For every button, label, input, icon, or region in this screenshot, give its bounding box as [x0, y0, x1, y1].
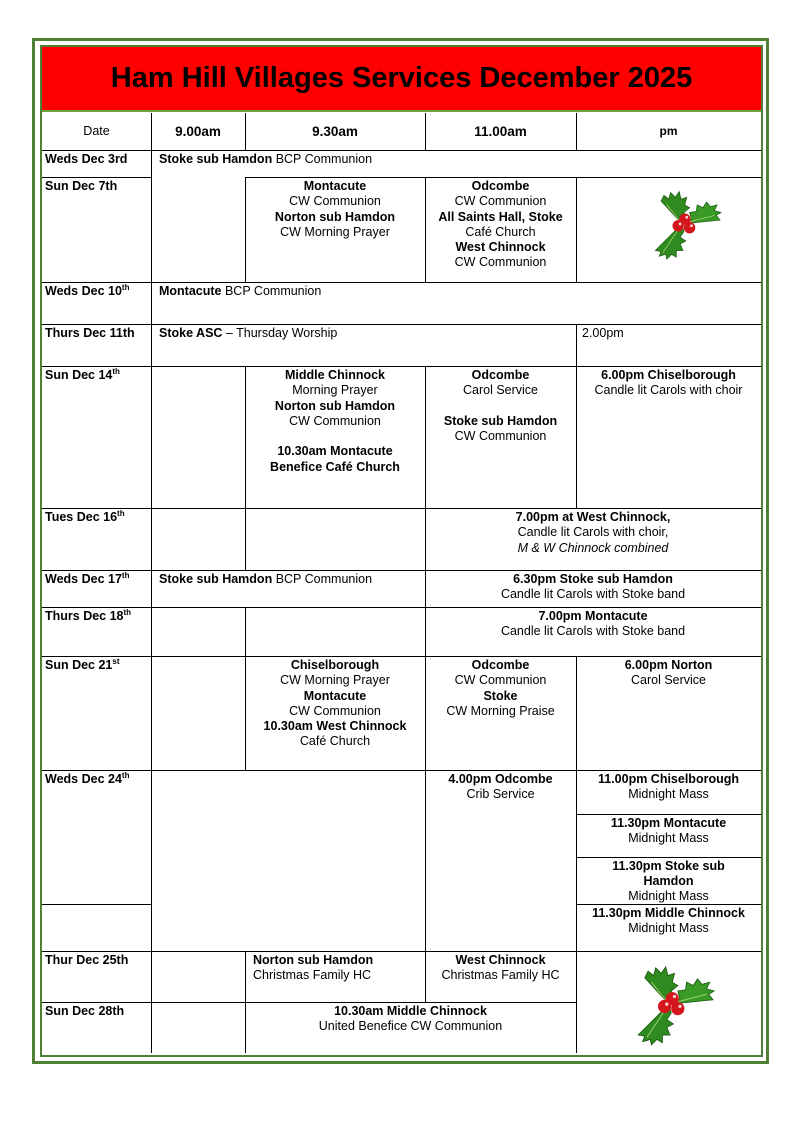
- date-cell: [42, 770, 151, 904]
- date-label: Thur Dec 25th: [45, 953, 129, 967]
- date-label: Weds Dec 17: [45, 572, 122, 586]
- service-name: – Thursday Worship: [222, 326, 338, 340]
- header-label: 11.00am: [474, 123, 527, 139]
- table-rule: [42, 951, 151, 952]
- place-name: Stoke sub Hamdon: [159, 572, 273, 586]
- header-col-pm: [576, 113, 761, 150]
- header-label: Date: [83, 123, 110, 138]
- service-line: Midnight Mass: [628, 787, 709, 802]
- table-rule: [42, 150, 761, 151]
- service-line: CW Communion: [289, 194, 381, 209]
- table-rule: [245, 656, 246, 770]
- service-line: Midnight Mass: [628, 921, 709, 936]
- table-rule: [42, 177, 151, 178]
- row-dec24-pm-slot: [576, 904, 761, 951]
- date-ordinal: th: [112, 366, 120, 376]
- row-dec10-service: [156, 282, 761, 324]
- header-label: pm: [659, 123, 678, 138]
- header-col-1100: [425, 113, 576, 150]
- table-rule: [245, 607, 246, 656]
- table-rule: [245, 508, 246, 570]
- service-line: Midnight Mass: [628, 831, 709, 846]
- table-rule: [42, 656, 761, 657]
- service-line: 10.30am Montacute: [277, 444, 393, 459]
- service-line: Carol Service: [462, 383, 539, 398]
- service-line: Candle lit Carols with choir,: [517, 525, 669, 540]
- service-line: CW Morning Prayer: [280, 673, 390, 688]
- page-title: Ham Hill Villages Services December 2025: [42, 47, 761, 112]
- service-name: BCP Communion: [221, 284, 322, 298]
- date-label: Sun Dec 21: [45, 658, 113, 672]
- table-rule: [425, 951, 426, 1002]
- service-line: 10.30am West Chinnock: [263, 719, 407, 734]
- service-line: Candle lit Carols with choir: [594, 383, 743, 398]
- date-ordinal: th: [117, 508, 125, 518]
- table-rule: [42, 770, 761, 771]
- table-rule: [576, 857, 761, 858]
- row-dec7-1100: [425, 177, 576, 282]
- row-dec24-pm-slot: [576, 770, 761, 814]
- service-line: 6.00pm Chiselborough: [601, 368, 736, 382]
- date-cell: [42, 324, 151, 366]
- date-label: Sun Dec 28th: [45, 1004, 125, 1018]
- table-rule: [425, 770, 426, 951]
- service-line: West Chinnock: [455, 240, 546, 255]
- header-label: 9.00am: [175, 123, 221, 139]
- service-line: CW Communion: [289, 413, 381, 428]
- date-label: Weds Dec 3rd: [45, 152, 128, 166]
- service-line: Candle lit Carols with Stoke band: [500, 624, 686, 639]
- table-rule: [245, 951, 761, 952]
- table-rule: [425, 508, 426, 570]
- table-rule: [42, 508, 761, 509]
- service-line: CW Communion: [454, 255, 547, 270]
- service-line: 6.30pm Stoke sub Hamdon: [513, 572, 673, 586]
- table-rule: [576, 177, 577, 282]
- service-line: CW Morning Praise: [446, 703, 555, 718]
- table-rule: [576, 324, 577, 366]
- service-line: 7.00pm Montacute: [538, 609, 648, 623]
- service-line: Odcombe: [471, 179, 530, 193]
- place-name: Montacute: [159, 284, 222, 298]
- row-dec25-1100: [425, 951, 576, 1002]
- service-line: 10.30am Middle Chinnock: [334, 1004, 487, 1018]
- time-label: 2.00pm: [582, 326, 624, 340]
- date-cell: [42, 508, 151, 570]
- service-line: Café Church: [465, 224, 536, 239]
- service-line: Hamdon: [643, 874, 694, 888]
- service-line: Norton sub Hamdon: [253, 953, 374, 967]
- table-rule: [42, 904, 151, 905]
- date-cell: [42, 607, 151, 656]
- service-line: [248, 429, 422, 444]
- date-cell: [42, 656, 151, 770]
- service-line: Candle lit Carols with Stoke band: [500, 587, 686, 602]
- table-rule: [576, 113, 577, 150]
- holly-icon: [628, 184, 736, 260]
- date-cell: [42, 177, 151, 282]
- header-label: 9.30am: [312, 123, 358, 139]
- table-rule: [245, 366, 246, 508]
- table-rule: [245, 951, 246, 1053]
- table-rule: [425, 607, 426, 656]
- service-line: 11.30pm Montacute: [610, 816, 727, 830]
- row-dec14-930: [245, 366, 425, 508]
- date-ordinal: th: [121, 570, 130, 580]
- date-ordinal: st: [112, 656, 120, 666]
- service-line: 11.30pm Stoke sub: [612, 859, 725, 873]
- service-line: 6.00pm Norton: [624, 658, 713, 672]
- service-line: 4.00pm Odcombe: [448, 772, 553, 786]
- table-rule: [42, 282, 761, 283]
- date-label: Thurs Dec 18: [45, 609, 124, 623]
- date-cell: [42, 1002, 151, 1053]
- service-line: Benefice Café Church: [270, 459, 400, 474]
- service-line: Café Church: [299, 734, 371, 749]
- date-label: Sun Dec 14: [45, 368, 113, 382]
- date-label: Sun Dec 7th: [45, 179, 118, 193]
- date-cell: [42, 570, 151, 607]
- row-dec14-1100: [425, 366, 576, 508]
- table-rule: [425, 113, 426, 150]
- row-dec18-evening: [425, 607, 761, 656]
- date-label: Weds Dec 10: [45, 284, 122, 298]
- table-rule: [576, 951, 577, 1053]
- table-rule: [576, 366, 577, 508]
- row-dec24-1100: [425, 770, 576, 951]
- service-line: Montacute: [303, 688, 367, 703]
- row-dec21-930: [245, 656, 425, 770]
- row-dec14-pm: [576, 366, 761, 508]
- service-line: Odcombe: [471, 368, 530, 382]
- table-rule: [42, 570, 761, 571]
- row-dec28-merged: [245, 1002, 576, 1053]
- service-line: Norton sub Hamdon: [274, 398, 396, 413]
- service-line: CW Morning Prayer: [280, 224, 390, 239]
- table-rule: [576, 770, 577, 951]
- service-name: BCP Communion: [272, 152, 373, 166]
- service-line: Carol Service: [630, 673, 707, 688]
- row-dec25-930: [250, 951, 425, 1002]
- table-rule: [245, 177, 246, 282]
- service-line: Chiselborough: [290, 658, 380, 672]
- service-line: Crib Service: [466, 787, 535, 802]
- date-cell: [42, 366, 151, 508]
- holly-icon: [604, 958, 734, 1046]
- service-line: Christmas Family HC: [441, 968, 560, 983]
- row-dec21-1100: [425, 656, 576, 770]
- service-line: 7.00pm at West Chinnock,: [515, 510, 671, 524]
- service-line: 11.30pm Middle Chinnock: [592, 906, 745, 920]
- row-dec11-pm: [579, 324, 761, 366]
- service-line: Odcombe: [471, 658, 530, 672]
- service-line: Midnight Mass: [628, 889, 709, 903]
- table-rule: [42, 607, 761, 608]
- service-line: Montacute: [303, 179, 367, 193]
- table-rule: [425, 656, 426, 770]
- service-line: CW Communion: [454, 194, 547, 209]
- service-line: Stoke: [483, 688, 518, 703]
- service-line: West Chinnock: [455, 953, 546, 967]
- table-rule: [576, 814, 761, 815]
- service-line: Stoke sub Hamdon: [443, 413, 558, 428]
- date-label: Tues Dec 16: [45, 510, 118, 524]
- row-dec11-service: [156, 324, 576, 366]
- table-rule: [245, 113, 246, 150]
- service-line: [428, 399, 573, 414]
- service-line: Norton sub Hamdon: [274, 209, 396, 224]
- table-rule: [42, 1002, 576, 1003]
- service-line: M & W Chinnock combined: [517, 540, 669, 555]
- service-line: United Benefice CW Communion: [318, 1019, 503, 1034]
- service-name: BCP Communion: [272, 572, 373, 586]
- row-dec21-pm: [576, 656, 761, 770]
- place-name: Stoke ASC: [159, 326, 223, 340]
- row-dec3-service: [156, 150, 761, 177]
- table-rule: [425, 177, 426, 282]
- date-label: Weds Dec 24: [45, 772, 122, 786]
- date-ordinal: th: [121, 282, 130, 292]
- date-ordinal: th: [123, 607, 132, 617]
- table-rule: [42, 366, 761, 367]
- place-name: Stoke sub Hamdon: [159, 152, 273, 166]
- service-line: CW Communion: [289, 703, 381, 718]
- table-rule: [245, 177, 761, 178]
- date-cell: [42, 150, 151, 177]
- header-col-930: [245, 113, 425, 150]
- table-rule: [425, 570, 426, 607]
- row-dec16-evening: [425, 508, 761, 570]
- row-dec17-morning: [156, 570, 425, 607]
- service-line: 11.00pm Chiselborough: [597, 772, 739, 786]
- header-col-900: [151, 113, 245, 150]
- table-rule: [425, 366, 426, 508]
- service-line: CW Communion: [454, 673, 547, 688]
- table-rule: [151, 951, 245, 952]
- service-line: CW Communion: [454, 429, 547, 444]
- table-rule: [576, 904, 761, 905]
- date-ordinal: th: [121, 770, 130, 780]
- row-dec24-pm-slot: [576, 857, 761, 904]
- table-rule: [42, 324, 761, 325]
- service-line: Middle Chinnock: [285, 368, 385, 382]
- table-rule: [151, 113, 152, 1053]
- date-cell: [42, 282, 151, 324]
- table-rule: [576, 656, 577, 770]
- row-dec24-pm-slot: [576, 814, 761, 857]
- service-line: Christmas Family HC: [253, 968, 372, 983]
- date-label: Thurs Dec 11th: [45, 326, 135, 340]
- service-line: Morning Prayer: [292, 383, 378, 398]
- row-dec7-930: [245, 177, 425, 282]
- date-cell: [42, 951, 151, 1002]
- service-line: All Saints Hall, Stoke: [438, 209, 563, 224]
- header-date: [42, 113, 151, 150]
- row-dec17-evening: [425, 570, 761, 607]
